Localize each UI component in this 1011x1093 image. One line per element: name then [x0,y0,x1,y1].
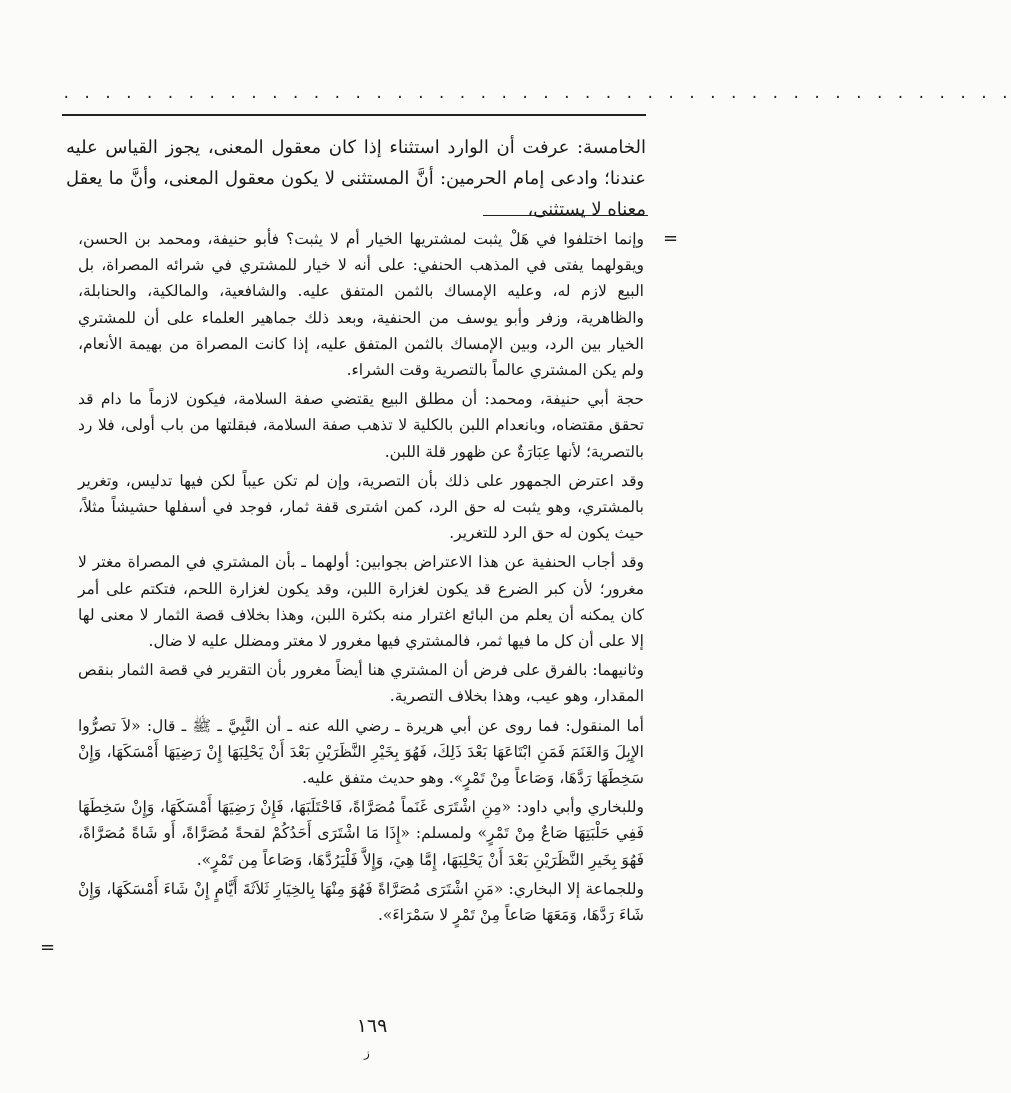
header-rule [62,114,646,116]
footnote-paragraph: وللبخاري وأبي داود: «مِنِ اشْتَرَى غَنَماً مُصَرَّاةً، فَاحْتَلَبَهَا، فَإِنْ رَضِيَهَا أَمْسَكَهَا، وَإِنْ سَخِطَهَا فَفِي حَلْبَتِهَا صَاعٌ مِنْ تَمْرٍ» ولمسلم: «إِذَا مَا اشْتَرَى أَحَدُكُمْ لقحةً مُصَرَّاةً، أَو شَاةً مُصَرَّاةً، فَهُوَ بِخَيرِ النَّظَرَيْنِ بَعْدَ أَنْ يَحْلِبَهَا، إِمَّا هِيَ، وَإِلاَّ فَلْيَرُدَّهَا، وَصَاعاً مِن تَمْرٍ». [78,798,644,869]
footnote-paragraph: وقد أجاب الحنفية عن هذا الاعتراض بجوابين: أولهما ـ بأن المشتري في المصراة مغتر لا مغرور؛ لأن كبر الضرع قد يكون لغزارة اللبن، وقد يكون لغزارة اللحم، فتكتم على أمر كان يمكنه أن يعلم من البائع اغترار منه بكثرة اللبن، وهذا بخلاف قصة الثمار لا معنى لها إلا على أن كل ما فيها ثمر، فالمشتري فيها مغرور لا مغتر ومضلل عليه لا ضال. [78,553,644,651]
footnote-end-mark: = [40,937,56,958]
footnote-paragraph: وقد اعترض الجمهور على ذلك بأن التصرية، وإن لم تكن عيباً لكن فيها تدليس، وتغرير بالمشتري، وهو يثبت له حق الرد، كمن اشترى قفة ثمار، فوجد في أسفلها حشيشاً مثلاً، حيث يكون له حق الرد للتغرير. [78,471,644,543]
footnote-separator [483,215,648,216]
footnote-block [78,226,644,931]
footnote-paragraph: وثانيهما: بالفرق على فرض أن المشتري هنا أيضاً مغرور بأن التقرير في قصة الثمار بنقص المقدار، وهو عيب، وهذا بخلاف التصرية. [78,661,644,706]
main-paragraph: الخامسة: عرفت أن الوارد استثناء إذا كان معقول المعنى، يجوز القياس عليه عندنا؛ وادعى إمام الحرمين: أنَّ المستثنى لا يكون معقول المعنى، وأنَّ ما يعقل معناه لا يستثنى، [66,137,646,220]
footnote-paragraph: وللجماعة إلا البخاري: «مَنِ اشْتَرَى مُصَرَّاةً فَهُوَ مِنْهَا بِالخِيَارِ ثَلاَثَةَ أَيَّامٍ إِنْ شَاءَ أَمْسَكَهَا، وَإِنْ شَاءَ رَدَّهَا، وَمَعَهَا صَاعاً مِنْ تَمْرٍ لا سَمْرَاءَ». [78,879,644,925]
header-dotted-line: . . . . . . . . . . . . . . . . . . . . . . . . . . . . . . . . . . . . . . . . . . . . . . [62,86,1011,102]
footnote-paragraph: حجة أبي حنيفة، ومحمد: أن مطلق البيع يقتضي صفة السلامة، فيكون لازماً ما دام قد تحقق مقتضاه، وبانعدام اللبن بالكلية لا تذهب صفة السلامة، فبقلتها من باب أولى، فلا رد بالتصرية؛ لأنها عِبَارَةٌ عن ظهور قلة اللبن. [78,390,644,461]
footnote-continuation-mark: = [663,228,679,249]
main-text [66,132,646,225]
page-number: ١٦٩ [356,1015,388,1037]
signature-mark: ز [364,1046,370,1060]
footnote-paragraph: وإنما اختلفوا في هَلْ يثبت لمشتريها الخيار أم لا يثبت؟ فأبو حنيفة، ومحمد بن الحسن، ويقولهما يفتى في المذهب الحنفي: على أنه لا خيار للمشتري في شرائه المصراة، بل البيع لازم له، وعليه الإمساك بالثمن المتفق عليه. والشافعية، والمالكية، والحنابلة، والظاهرية، وزفر وأبو يوسف من الحنفية، وبعد ذلك جماهير العلماء على أن للمشتري الخيار بين الرد، وبين الإمساك بالثمن المتفق عليه، إذا كانت المصراة من بهيمة الأنعام، ولم يكن المشتري عالماً بالتصرية وقت الشراء. [78,230,644,380]
footnote-paragraph: أما المنقول: فما روى عن أبي هريرة ـ رضي الله عنه ـ أن النَّبِيَّ ـ ﷺ ـ قال: «لاَ تصرُّوا الإِبِلَ وَالغَنَمَ فَمَنِ ابْتَاعَهَا بَعْدَ ذَلِكَ، فَهُوَ بِخَيْرِ النَّظَرَيْنِ بَعْدَ أَنْ يَحْلِبَهَا إِنْ رَضِيَهَا أَمْسَكَهَا، وَإِنْ سَخِطَهَا رَدَّهَا، وَصَاعاً مِنْ تَمْرٍ». وهو حديث متفق عليه. [78,716,644,788]
